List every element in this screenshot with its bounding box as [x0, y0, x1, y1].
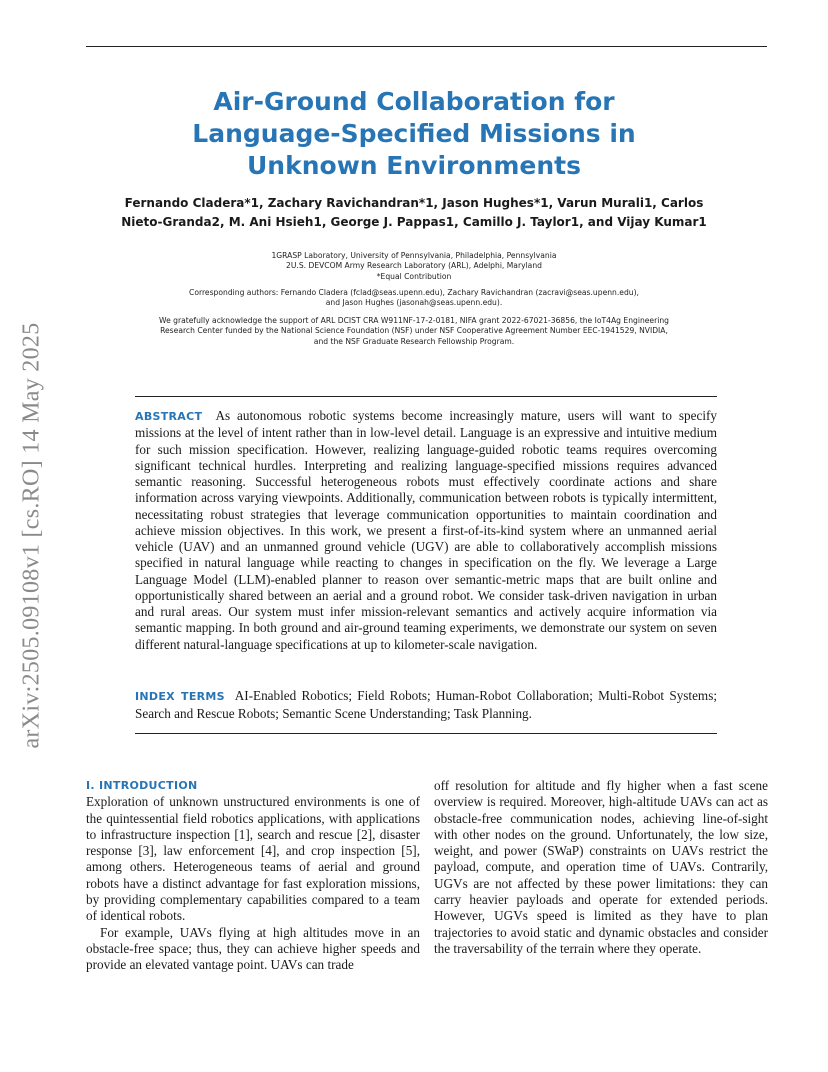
acknowledgement — [110, 316, 718, 347]
affiliation-line: *Equal Contribution — [376, 271, 452, 281]
left-column — [86, 778, 420, 974]
abstract-top-rule — [135, 396, 717, 397]
index-terms-text: AI-Enabled Robotics; Field Robots; Human-Robot Collaboration; Multi-Robot Systems; Search and Rescue Robots; Semantic Scene Understanding; Task Planning. — [135, 688, 717, 721]
acknowledgement-line: and the NSF Graduate Research Fellowship Program. — [313, 336, 515, 346]
abstract — [135, 408, 717, 653]
paragraph: For example, UAVs flying at high altitudes move in an obstacle-free space; thus, they can achieve higher speeds and provide an elevated vantage point. UAVs can trade — [86, 924, 420, 973]
affiliations — [110, 251, 718, 282]
title-line: Unknown Environments — [247, 151, 581, 180]
arxiv-identifier: arXiv:2505.09108v1 [cs.RO] 14 May 2025 — [18, 321, 45, 749]
corresponding-authors — [110, 288, 718, 309]
corresponding-line: and Jason Hughes (jasonah@seas.upenn.edu). — [325, 298, 503, 308]
index-terms-label: INDEX TERMS — [135, 690, 225, 703]
section-heading: I. INTRODUCTION — [86, 779, 198, 792]
right-column — [434, 778, 768, 957]
top-rule — [86, 46, 767, 47]
acknowledgement-line: Research Center funded by the National Science Foundation (NSF) under NSF Cooperative Agreement Number EEC-1941529, NVIDIA, — [160, 326, 668, 336]
abstract-label: ABSTRACT — [135, 410, 203, 423]
title-line: Language-Specified Missions in — [192, 119, 636, 148]
arxiv-sidebar — [4, 290, 60, 780]
title-line: Air-Ground Collaboration for — [213, 87, 615, 116]
abstract-bottom-rule — [135, 733, 717, 734]
author-line: Fernando Cladera*1, Zachary Ravichandran*1, Jason Hughes*1, Varun Murali1, Carlos — [124, 196, 704, 210]
affiliation-line: 2U.S. DEVCOM Army Research Laboratory (ARL), Adelphi, Maryland — [286, 261, 542, 271]
author-line: Nieto-Granda2, M. Ani Hsieh1, George J. Pappas1, Camillo J. Taylor1, and Vijay Kumar1 — [121, 215, 707, 229]
index-terms — [135, 687, 717, 722]
affiliation-line: 1GRASP Laboratory, University of Pennsylvania, Philadelphia, Pennsylvania — [271, 251, 557, 260]
acknowledgement-line: We gratefully acknowledge the support of ARL DCIST CRA W911NF-17-2-0181, NIFA grant 2022-67021-36856, the IoT4Ag Engineering — [159, 316, 669, 325]
paragraph: Exploration of unknown unstructured environments is one of the quintessential field robotics applications, with applications to infrastructure inspection [1], search and rescue [2], disaster response [3], law enforcement [4], and crop inspection [5], among others. Heterogeneous teams of aerial and ground robots have a distinct advantage for fast exploration missions, by providing complementary capabilities compared to a team of identical robots. — [86, 794, 420, 924]
abstract-text: As autonomous robotic systems become increasingly mature, users will want to specify missions at the level of intent rather than in low-level detail. Language is an expressive and intuitive medium for such mission specification. However, realizing language-guided robotic teams requires overcoming significant technical hurdles. Interpreting and realizing language-specified missions requires advanced semantic reasoning. Successful heterogeneous robots must effectively coordinate actions and share information across varying viewpoints. Additionally, communication between robots is typically intermittent, necessitating robust strategies that leverage communication opportunities to maintain coordination and achieve mission objectives. In this work, we present a first-of-its-kind system where an unmanned aerial vehicle (UAV) and an unmanned ground vehicle (UGV) are able to collaboratively accomplish missions specified in natural language while reacting to changes in specification on the fly. We leverage a Large Language Model (LLM)-enabled planner to reason over semantic-metric maps that are built online and opportunistically shared between an aerial and a ground robot. We consider task-driven navigation in urban and rural areas. Our system must infer mission-relevant semantics and actively acquire information via semantic mapping. In both ground and air-ground teaming experiments, we demonstrate our system on seven different natural-language specifications at up to kilometer-scale navigation. — [135, 408, 717, 652]
author-list — [120, 194, 708, 232]
corresponding-line: Corresponding authors: Fernando Cladera (fclad@seas.upenn.edu), Zachary Ravichandran (zacravi@seas.upenn.edu), — [189, 288, 639, 297]
paper-title — [150, 86, 678, 182]
paragraph: off resolution for altitude and fly higher when a fast scene overview is required. Moreover, high-altitude UAVs can act as obstacle-free communication nodes, achieving line-of-sight with other nodes on the ground. Unfortunately, the low size, weight, and power (SWaP) constraints on UAVs restrict the payload, compute, and operation time of UAVs. Contrarily, UGVs are not affected by these power limitations: they can carry heavier payloads and operate for extended periods. However, UGVs speed is limited as they have to plan trajectories to avoid static and dynamic obstacles and consider the traversability of the terrain where they operate. — [434, 778, 768, 956]
